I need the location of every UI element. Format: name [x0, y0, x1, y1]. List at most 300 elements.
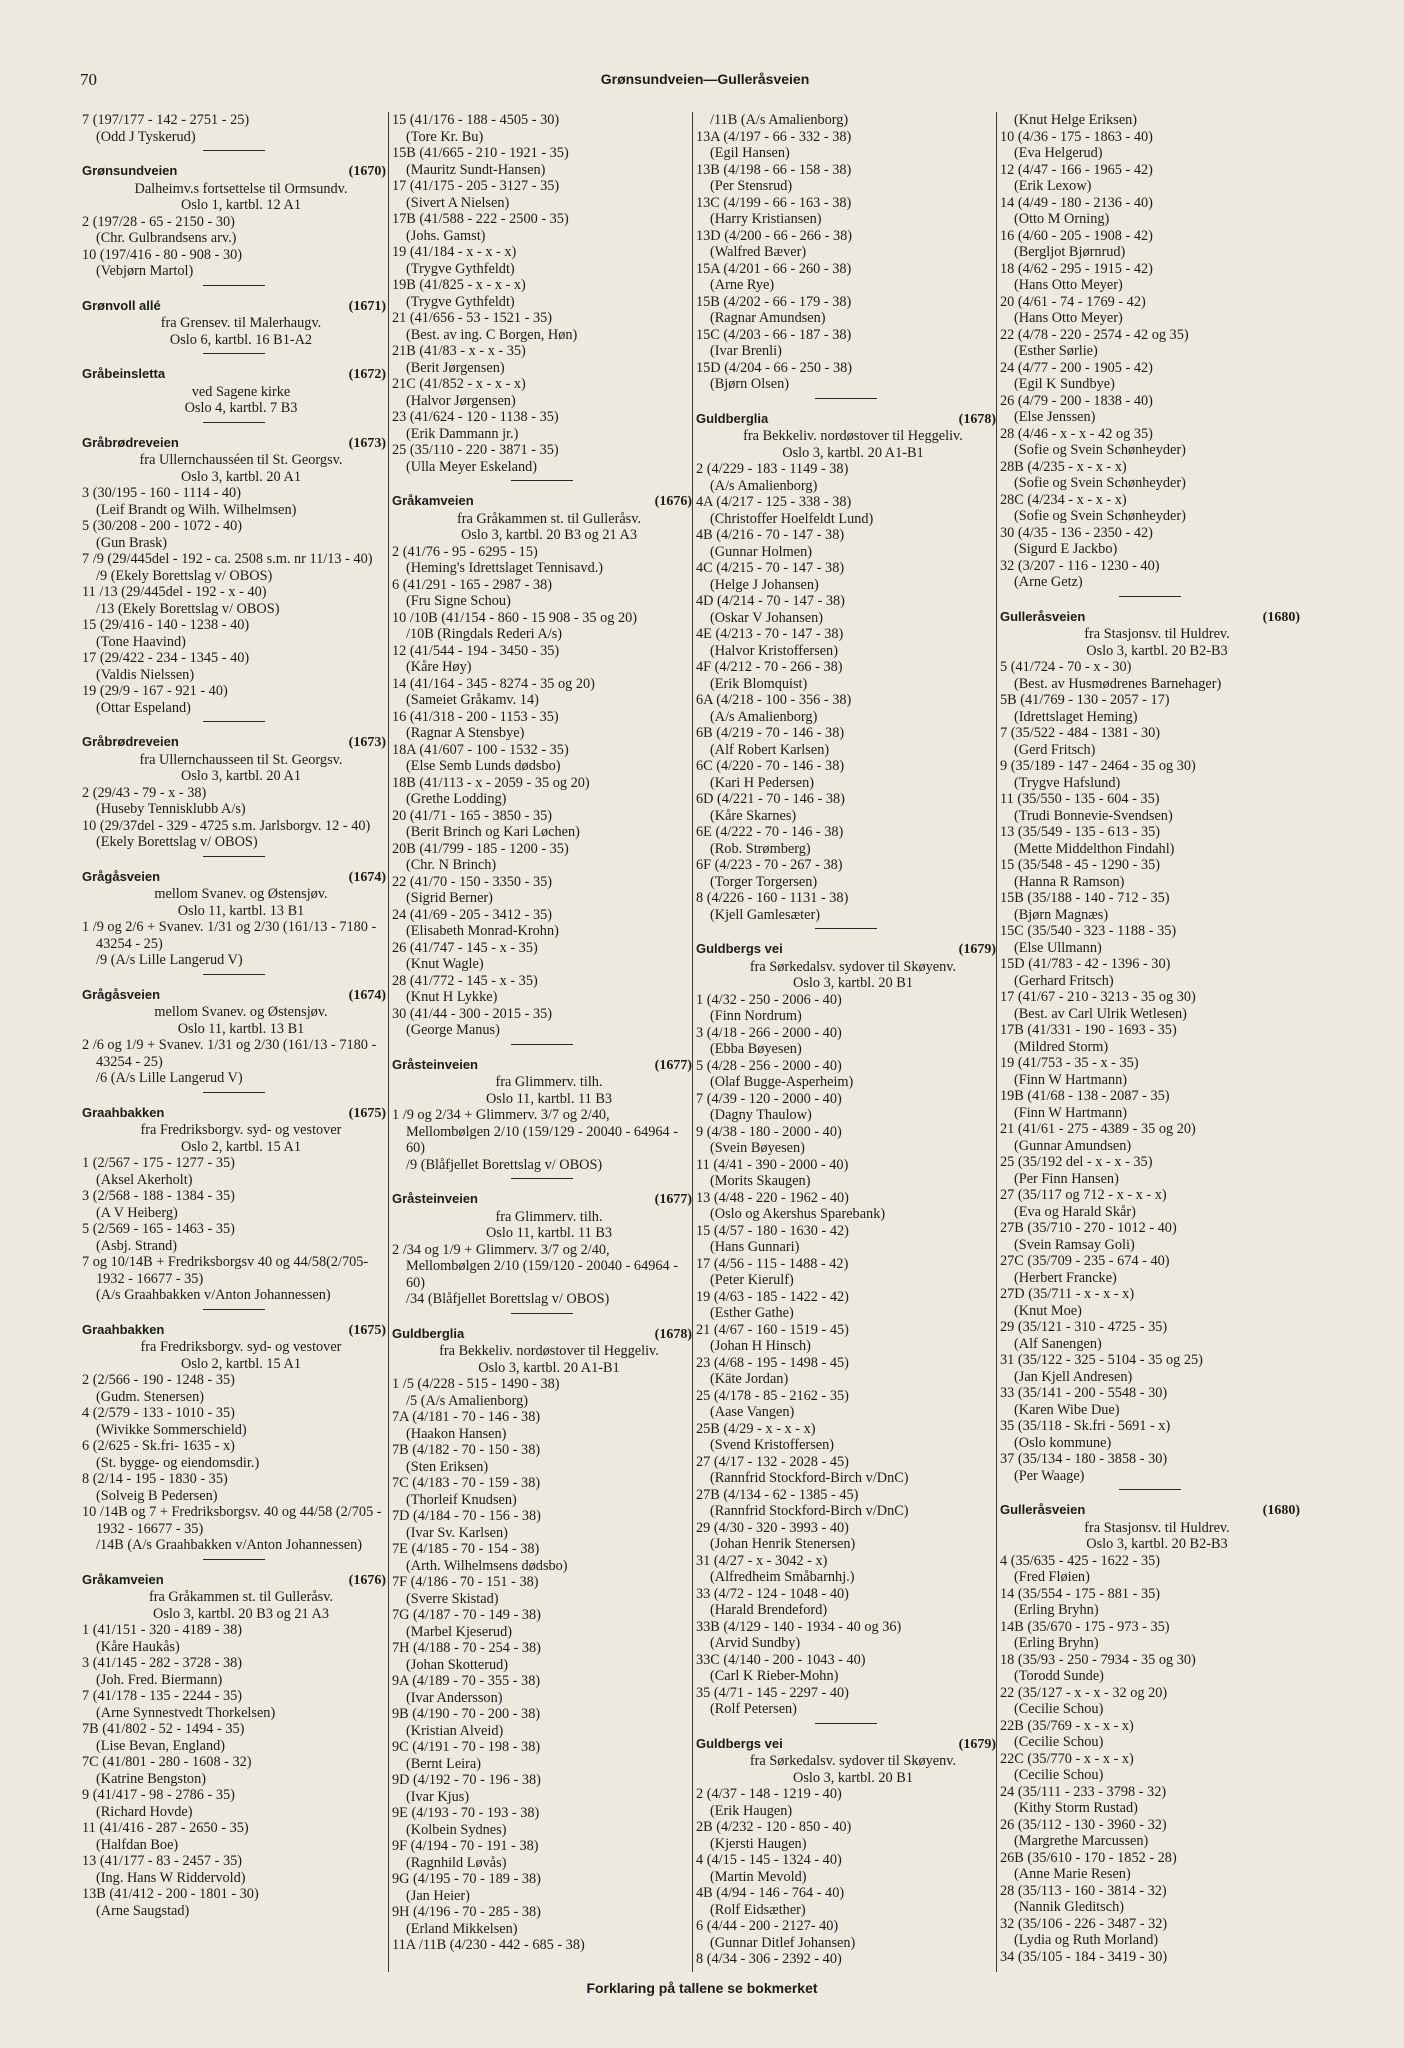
property-record: 13 (4/48 - 220 - 1962 - 40) [696, 1189, 849, 1206]
property-owner: (Gudm. Stenersen) [96, 1388, 204, 1405]
property-owner: (Oslo kommune) [1014, 1434, 1112, 1451]
property-owner: (Heming's Idrettslaget Tennisavd.) [406, 560, 604, 576]
street-location: Oslo 2, kartbl. 15 A1 [181, 1138, 301, 1155]
property-record: 27C (35/709 - 235 - 674 - 40) [1000, 1253, 1170, 1269]
street-location: Oslo 11, kartbl. 13 B1 [177, 902, 305, 919]
property-record: 17B (41/331 - 190 - 1693 - 35) [1000, 1022, 1177, 1038]
property-record: 14 (4/49 - 180 - 2136 - 40) [1000, 194, 1153, 211]
street-location: Oslo 6, kartbl. 16 B1-A2 [169, 331, 313, 348]
property-record: 17 (29/422 - 234 - 1345 - 40) [82, 650, 250, 666]
street-name: Gulleråsveien [1000, 608, 1086, 624]
street-name: Grønvoll allé [82, 297, 161, 313]
property-owner: (Sverre Skistad) [406, 1590, 499, 1607]
street-entry [82, 366, 386, 417]
property-record: 6D (4/221 - 70 - 146 - 38) [696, 791, 845, 807]
property-owner: /5 (A/s Amalienborg) [406, 1392, 529, 1409]
property-owner: /11B (A/s Amalienborg) [710, 112, 849, 128]
property-record: 6C (4/220 - 70 - 146 - 38) [696, 758, 845, 774]
property-record: 21 (4/67 - 160 - 1519 - 45) [696, 1321, 849, 1338]
property-record: 1 /9 og 2/34 + Glimmerv. 3/7 og 2/40, Mellombølgen 2/10 (159/129 - 20040 - 64964 - 60) [392, 1107, 679, 1156]
property-owner: (Rannfrid Stockford-Birch v/DnC) [710, 1503, 909, 1519]
property-record: 13B (4/198 - 66 - 158 - 38) [696, 161, 852, 178]
property-record: 22B (35/769 - x - x - x) [1000, 1717, 1134, 1734]
street-number: (1680) [1262, 609, 1300, 625]
property-record: 9B (4/190 - 70 - 200 - 38) [392, 1706, 541, 1722]
street-heading [82, 987, 386, 1005]
property-record: 15 (35/548 - 45 - 1290 - 35) [1000, 857, 1161, 873]
property-owner: (Sameiet Gråkamv. 14) [406, 692, 539, 708]
street-entry [1000, 609, 1300, 1485]
property-owner: (Cecilie Schou) [1014, 1767, 1104, 1783]
property-owner: (Haakon Hansen) [406, 1425, 507, 1442]
entry-separator [511, 1313, 573, 1314]
property-record: 10 (197/416 - 80 - 908 - 30) [82, 246, 243, 263]
street-number: (1675) [348, 1322, 386, 1338]
property-owner: (Rolf Petersen) [710, 1701, 797, 1717]
property-owner: (Alf Sanengen) [1014, 1335, 1102, 1352]
property-record: 25 (35/110 - 220 - 3871 - 35) [392, 442, 559, 458]
street-entry [696, 1736, 996, 1968]
property-owner: (Kjersti Haugen) [710, 1835, 807, 1852]
street-location: Oslo 11, kartbl. 11 B3 [485, 1225, 613, 1241]
property-record: 20 (4/61 - 74 - 1769 - 42) [1000, 293, 1146, 310]
street-entry [392, 1057, 692, 1174]
property-record: 15A (4/201 - 66 - 260 - 38) [696, 260, 852, 277]
property-owner: /9 (Blåfjellet Borettslag v/ OBOS) [406, 1156, 603, 1173]
property-record: 2 (29/43 - 79 - x - 38) [82, 784, 207, 801]
street-heading [82, 366, 386, 384]
property-owner: (Helge J Johansen) [710, 576, 819, 593]
property-owner: (Solveig B Pedersen) [96, 1487, 218, 1504]
property-owner: (Hans Otto Meyer) [1014, 310, 1123, 326]
street-entry-continued [82, 112, 386, 145]
property-record: 29 (4/30 - 320 - 3993 - 40) [696, 1519, 849, 1536]
property-owner: (Ivar Brenli) [710, 343, 782, 359]
entry-separator [203, 353, 265, 354]
property-owner: /9 (A/s Lille Langerud V) [96, 952, 243, 968]
property-record: 7B (4/182 - 70 - 150 - 38) [392, 1442, 541, 1458]
property-owner: (Trygve Gythfeldt) [406, 260, 515, 277]
property-record: 7 (35/522 - 484 - 1381 - 30) [1000, 725, 1161, 741]
property-owner: (Martin Mevold) [710, 1868, 807, 1885]
property-record: 7B (41/802 - 52 - 1494 - 35) [82, 1721, 245, 1737]
property-owner: (Per Waage) [1014, 1467, 1085, 1484]
property-record: 9E (4/193 - 70 - 193 - 38) [392, 1805, 540, 1821]
property-record: 2 /34 og 1/9 + Glimmerv. 3/7 og 2/40, Mellombølgen 2/10 (159/120 - 20040 - 64964 - 60) [392, 1241, 679, 1291]
street-number: (1674) [348, 869, 386, 885]
street-number: (1679) [958, 942, 996, 957]
street-name: Graahbakken [82, 1321, 165, 1337]
property-owner: (Harry Kristiansen) [710, 211, 822, 227]
entry-separator [203, 856, 265, 857]
property-owner: (Jan Heier) [406, 1887, 470, 1904]
property-record: 32 (3/207 - 116 - 1230 - 40) [1000, 557, 1160, 574]
property-record: 10 (4/36 - 175 - 1863 - 40) [1000, 128, 1153, 145]
property-owner: (Gunnar Holmen) [710, 543, 813, 560]
street-name: Guldberglia [696, 410, 769, 426]
property-owner: (Eva og Harald Skår) [1014, 1203, 1136, 1220]
street-entry [696, 941, 996, 1718]
street-heading [82, 435, 386, 453]
property-owner: (Anne Marie Resen) [1014, 1866, 1131, 1882]
property-owner: (Arne Rye) [710, 277, 775, 293]
property-record: 6 (2/625 - Sk.fri- 1635 - x) [82, 1438, 235, 1454]
street-number: (1679) [958, 1736, 996, 1752]
property-owner: (Knut Wagle) [406, 956, 484, 972]
street-location: Oslo 3, kartbl. 20 A1-B1 [478, 1359, 620, 1376]
property-owner: (Asbj. Strand) [96, 1237, 178, 1254]
property-record: 20B (41/799 - 185 - 1200 - 35) [392, 840, 569, 857]
property-owner: (A/s Amalienborg) [710, 477, 818, 494]
property-owner: (Kjell Gamlesæter) [710, 906, 820, 923]
property-owner: (Finn Nordrum) [710, 1008, 802, 1024]
property-owner: (Marbel Kjeserud) [406, 1623, 512, 1640]
property-owner: (Else Ullmann) [1014, 939, 1102, 956]
property-record: 29 (35/121 - 310 - 4725 - 35) [1000, 1319, 1168, 1335]
property-record: 10 /10B (41/154 - 860 - 15 908 - 35 og 20) [392, 609, 638, 626]
property-record: 21B (41/83 - x - x - 35) [392, 343, 526, 359]
street-heading [82, 1322, 386, 1340]
property-record: 31 (35/122 - 325 - 5104 - 35 og 25) [1000, 1352, 1203, 1368]
street-name: Guldbergs vei [696, 941, 783, 956]
property-record: 7 /9 (29/445del - 192 - ca. 2508 s.m. nr 11/13 - 40) [82, 551, 373, 567]
property-owner: (Mauritz Sundt-Hansen) [406, 161, 546, 178]
property-owner: (Sigurd E Jackbo) [1014, 541, 1118, 557]
property-record: 17 (4/56 - 115 - 1488 - 42) [696, 1255, 849, 1272]
property-record: 6 (41/291 - 165 - 2987 - 38) [392, 576, 553, 593]
property-record: 11 (4/41 - 390 - 2000 - 40) [696, 1156, 849, 1173]
entry-separator [203, 1092, 265, 1093]
property-owner: (Tore Kr. Bu) [406, 128, 484, 145]
entry-separator [1119, 1489, 1181, 1490]
property-owner: (Ivar Kjus) [406, 1788, 470, 1805]
property-owner: (Ivar Sv. Karlsen) [406, 1524, 508, 1541]
property-record: 6B (4/219 - 70 - 146 - 38) [696, 725, 845, 741]
property-owner: (Alf Robert Karlsen) [710, 741, 830, 758]
property-owner: (Trygve Hafslund) [1014, 774, 1121, 791]
property-owner: (Lydia og Ruth Morland) [1014, 1932, 1159, 1948]
street-number: (1677) [654, 1057, 692, 1073]
property-record: 21 (41/656 - 53 - 1521 - 35) [392, 310, 553, 326]
property-record: 4A (4/217 - 125 - 338 - 38) [696, 494, 852, 510]
property-owner: (Ing. Hans W Riddervold) [96, 1869, 246, 1886]
property-record: 18A (41/607 - 100 - 1532 - 35) [392, 741, 569, 758]
property-record: 15 (29/416 - 140 - 1238 - 40) [82, 617, 250, 633]
property-owner: (Knut Moe) [1014, 1302, 1082, 1319]
property-owner: (Else Semb Lunds dødsbo) [406, 758, 561, 774]
street-entry [82, 163, 386, 280]
entry-separator [815, 1723, 877, 1724]
property-record: 5 (2/569 - 165 - 1463 - 35) [82, 1221, 235, 1237]
street-name: Gråsteinveien [392, 1056, 478, 1072]
property-record: 15 (4/57 - 180 - 1630 - 42) [696, 1222, 849, 1239]
property-owner: (Odd J Tyskerud) [96, 128, 196, 145]
property-owner: (Christoffer Hoelfeldt Lund) [710, 510, 874, 527]
property-owner: (Alfredheim Småbarnhj.) [710, 1569, 855, 1585]
property-record: 15B (4/202 - 66 - 179 - 38) [696, 293, 852, 310]
street-location: fra Glimmerv. tilh. [495, 1208, 603, 1225]
property-record: 7C (41/801 - 280 - 1608 - 32) [82, 1754, 252, 1770]
property-record: 26 (41/747 - 145 - x - 35) [392, 939, 538, 956]
property-record: 31 (4/27 - x - 3042 - x) [696, 1552, 828, 1569]
property-record: 11A /11B (4/230 - 442 - 685 - 38) [392, 1937, 585, 1953]
property-record: 6A (4/218 - 100 - 356 - 38) [696, 692, 852, 708]
street-location: Oslo 3, kartbl. 20 B2-B3 [1086, 1536, 1228, 1552]
street-name: Gråsteinveien [392, 1191, 478, 1206]
property-owner: (Egil Hansen) [710, 145, 790, 161]
property-record: 13B (41/412 - 200 - 1801 - 30) [82, 1886, 259, 1902]
property-owner: (Mildred Storm) [1014, 1038, 1109, 1055]
property-owner: (Best. av Carl Ulrik Wetlesen) [1014, 1005, 1187, 1022]
property-record: 28C (4/234 - x - x - x) [1000, 491, 1127, 508]
property-owner: (Chr. Gulbrandsens arv.) [96, 230, 237, 246]
property-record: 35 (4/71 - 145 - 2297 - 40) [696, 1684, 849, 1701]
street-location: fra Gråkammen st. til Gulleråsv. [148, 1589, 334, 1605]
property-record: 1 (2/567 - 175 - 1277 - 35) [82, 1155, 235, 1171]
street-location: fra Sørkedalsv. sydover til Skøyenv. [749, 1753, 957, 1769]
property-owner: (Erik Dammann jr.) [406, 425, 519, 442]
property-owner: /10B (Ringdals Rederi A/s) [406, 626, 563, 642]
property-record: 27D (35/711 - x - x - x) [1000, 1286, 1135, 1302]
property-owner: (Idrettslaget Heming) [1014, 708, 1138, 725]
property-record: 9H (4/196 - 70 - 285 - 38) [392, 1904, 541, 1920]
property-record: 26 (4/79 - 200 - 1838 - 40) [1000, 392, 1153, 409]
street-heading [1000, 1502, 1300, 1520]
property-record: 18 (4/62 - 295 - 1915 - 42) [1000, 260, 1153, 277]
property-record: 16 (4/60 - 205 - 1908 - 42) [1000, 227, 1153, 244]
property-record: 23 (4/68 - 195 - 1498 - 45) [696, 1354, 849, 1371]
property-owner: (Karen Wibe Due) [1014, 1401, 1120, 1418]
property-owner: (Johan H Hinsch) [710, 1338, 811, 1354]
street-entry [82, 1572, 386, 1920]
column-1 [82, 112, 386, 1972]
street-entry [1000, 1502, 1300, 1965]
street-location: Oslo 3, kartbl. 20 B1 [793, 975, 913, 991]
property-owner: (Mette Middelthon Findahl) [1014, 840, 1175, 857]
street-entry-continued [1000, 112, 1300, 591]
property-owner: (Aksel Akerholt) [96, 1171, 193, 1188]
property-record: 4B (4/216 - 70 - 147 - 38) [696, 527, 845, 543]
property-owner: (Ivar Andersson) [406, 1689, 503, 1706]
property-record: 7E (4/185 - 70 - 154 - 38) [392, 1541, 540, 1557]
property-owner: (Per Finn Hansen) [1014, 1170, 1119, 1187]
property-owner: /34 (Blåfjellet Borettslag v/ OBOS) [406, 1291, 610, 1307]
street-heading [392, 1057, 692, 1075]
property-record: 33B (4/129 - 140 - 1934 - 40 og 36) [696, 1618, 902, 1635]
property-owner: (Katrine Bengston) [96, 1770, 206, 1787]
property-record: 9A (4/189 - 70 - 355 - 38) [392, 1673, 541, 1689]
property-owner: (Berit Brinch og Kari Løchen) [406, 824, 580, 840]
property-record: 2 /6 og 1/9 + Svanev. 1/31 og 2/30 (161/13 - 7180 - 43254 - 25) [82, 1037, 377, 1070]
entry-separator [203, 150, 265, 151]
property-record: 1 (41/151 - 320 - 4189 - 38) [82, 1622, 243, 1638]
street-name: Gulleråsveien [1000, 1502, 1086, 1517]
street-location: ved Sagene kirke [191, 383, 291, 400]
street-heading [392, 1191, 692, 1209]
property-owner: (A/s Amalienborg) [710, 708, 818, 725]
property-record: 22 (41/70 - 150 - 3350 - 35) [392, 873, 553, 890]
street-entry [392, 1191, 692, 1308]
street-entry [696, 411, 996, 924]
property-record: 27B (4/134 - 62 - 1385 - 45) [696, 1486, 859, 1503]
property-record: 2 (4/37 - 148 - 1219 - 40) [696, 1786, 842, 1802]
street-entry-continued [696, 112, 996, 393]
property-record: 13 (35/549 - 135 - 613 - 35) [1000, 824, 1161, 840]
property-record: 15B (41/665 - 210 - 1921 - 35) [392, 145, 569, 161]
street-entry [82, 869, 386, 969]
property-owner: (Gun Brask) [96, 534, 168, 551]
property-record: 19 (4/63 - 185 - 1422 - 42) [696, 1288, 849, 1305]
property-owner: (Oslo og Akershus Sparebank) [710, 1206, 886, 1222]
property-owner: (Elisabeth Monrad-Krohn) [406, 923, 559, 939]
property-record: 1 /9 og 2/6 + Svanev. 1/31 og 2/30 (161/13 - 7180 - 43254 - 25) [82, 919, 377, 952]
property-owner: (Chr. N Brinch) [406, 857, 497, 873]
property-owner: (Arvid Sundby) [710, 1635, 801, 1651]
street-name: Grågåsveien [82, 868, 161, 884]
street-number: (1676) [654, 494, 692, 509]
entry-separator [511, 480, 573, 481]
property-owner: (Ulla Meyer Eskeland) [406, 458, 538, 475]
property-record: 5 (30/208 - 200 - 1072 - 40) [82, 518, 243, 534]
property-record: 7D (4/184 - 70 - 156 - 38) [392, 1508, 541, 1524]
street-heading [1000, 609, 1300, 627]
property-record: 17 (41/175 - 205 - 3127 - 35) [392, 178, 560, 194]
property-record: 21 (41/61 - 275 - 4389 - 35 og 20) [1000, 1121, 1196, 1137]
column-2 [388, 112, 692, 1972]
property-record: 2 (41/76 - 95 - 6295 - 15) [392, 543, 538, 560]
entry-separator [815, 398, 877, 399]
street-location: Oslo 3, kartbl. 20 B2-B3 [1086, 642, 1228, 659]
property-owner: (Dagny Thaulow) [710, 1107, 812, 1123]
property-record: 8 (2/14 - 195 - 1830 - 35) [82, 1471, 228, 1487]
property-record: 12 (4/47 - 166 - 1965 - 42) [1000, 161, 1153, 178]
property-record: 13D (4/200 - 66 - 266 - 38) [696, 227, 853, 244]
street-location: mellom Svanev. og Østensjøv. [154, 1004, 328, 1020]
entry-separator [203, 721, 265, 722]
property-record: 27 (35/117 og 712 - x - x - x) [1000, 1187, 1167, 1203]
entry-separator [815, 928, 877, 929]
property-record: 27B (35/710 - 270 - 1012 - 40) [1000, 1220, 1177, 1236]
property-owner: (Kolbein Sydnes) [406, 1821, 507, 1838]
street-name: Guldberglia [392, 1325, 465, 1341]
entry-separator [511, 1178, 573, 1179]
street-location: fra Bekkeliv. nordøstover til Heggeliv. [743, 428, 963, 444]
street-heading [82, 163, 386, 181]
street-name: Gråkamveien [392, 493, 474, 508]
street-location: fra Grensev. til Malerhaugv. [160, 315, 322, 331]
page-header [80, 70, 1330, 92]
street-name: Gråbrødreveien [82, 434, 179, 450]
property-owner: (Nannik Gleditsch) [1014, 1899, 1124, 1915]
property-owner: (Gerd Fritsch) [1014, 741, 1096, 758]
property-record: 30 (4/35 - 136 - 2350 - 42) [1000, 524, 1153, 541]
property-record: 13A (4/197 - 66 - 332 - 38) [696, 128, 852, 145]
street-location: Oslo 2, kartbl. 15 A1 [181, 1355, 301, 1372]
property-record: 17 (41/67 - 210 - 3213 - 35 og 30) [1000, 989, 1196, 1005]
street-location: Oslo 11, kartbl. 11 B3 [485, 1090, 613, 1107]
property-record: 15 (41/176 - 188 - 4505 - 30) [392, 112, 560, 128]
street-name: Gråbeinsletta [82, 366, 166, 381]
property-record: 37 (35/134 - 180 - 3858 - 30) [1000, 1451, 1168, 1467]
property-record: 26B (35/610 - 170 - 1852 - 28) [1000, 1849, 1177, 1866]
property-record: 24 (35/111 - 233 - 3798 - 32) [1000, 1783, 1167, 1800]
property-record: 9 (35/189 - 147 - 2464 - 35 og 30) [1000, 758, 1196, 774]
property-record: 26 (35/112 - 130 - 3960 - 32) [1000, 1816, 1167, 1833]
footer-note: Forklaring på tallene se bokmerket [586, 1980, 818, 1996]
street-entry [82, 1105, 386, 1304]
street-name: Guldbergs vei [696, 1735, 783, 1751]
property-record: 19 (41/184 - x - x - x) [392, 244, 517, 260]
property-record: 5 (41/724 - 70 - x - 30) [1000, 659, 1132, 675]
property-owner: (Knut H Lykke) [406, 989, 498, 1005]
property-owner: (Käte Jordan) [710, 1371, 789, 1387]
property-owner: (Cecilie Schou) [1014, 1734, 1104, 1750]
entry-separator [203, 974, 265, 975]
street-heading [696, 941, 996, 959]
street-number: (1673) [348, 435, 386, 451]
property-record: 10 (29/37del - 329 - 4725 s.m. Jarlsborgv. 12 - 40) [82, 817, 371, 834]
property-owner: (Carl K Rieber-Mohn) [710, 1668, 839, 1684]
property-owner: (Svein Bøyesen) [710, 1140, 805, 1156]
property-record: 3 (41/145 - 282 - 3728 - 38) [82, 1655, 243, 1671]
property-record: 28B (4/235 - x - x - x) [1000, 458, 1127, 475]
property-owner: (Kåre Høy) [406, 659, 472, 675]
property-owner: (Torger Torgersen) [710, 873, 818, 890]
property-owner: (Thorleif Knudsen) [406, 1491, 517, 1508]
street-entry [82, 298, 386, 349]
property-record: 28 (41/772 - 145 - x - 35) [392, 972, 538, 989]
property-record: 20 (41/71 - 165 - 3850 - 35) [392, 807, 553, 824]
property-owner: (St. bygge- og eiendomsdir.) [96, 1454, 260, 1471]
property-owner: (Esther Sørlie) [1014, 343, 1098, 359]
property-owner: (Bjørn Olsen) [710, 376, 790, 392]
property-owner: (Svend Kristoffersen) [710, 1437, 835, 1453]
street-location: Dalheimv.s fortsettelse til Ormsundv. [134, 180, 348, 197]
property-record: 6 (4/44 - 200 - 2127- 40) [696, 1918, 839, 1934]
property-owner: (Arne Saugstad) [96, 1902, 190, 1919]
property-owner: (Harald Brendeford) [710, 1602, 828, 1618]
street-location: fra Ullernchausséen til St. Georgsv. [139, 452, 343, 468]
property-record: 17B (41/588 - 222 - 2500 - 35) [392, 211, 569, 227]
property-owner: (Gunnar Amundsen) [1014, 1137, 1132, 1154]
street-number: (1671) [348, 298, 386, 314]
street-heading [82, 1105, 386, 1123]
property-owner: (Arth. Wilhelmsens dødsbo) [406, 1557, 568, 1574]
property-owner: (Erland Mikkelsen) [406, 1920, 518, 1937]
property-owner: (Margrethe Marcussen) [1014, 1833, 1149, 1849]
property-record: 14 (41/164 - 345 - 8274 - 35 og 20) [392, 675, 595, 692]
property-owner: (Torodd Sunde) [1014, 1668, 1104, 1684]
property-record: 7 (197/177 - 142 - 2751 - 25) [82, 112, 250, 128]
property-record: 19B (41/68 - 138 - 2087 - 35) [1000, 1088, 1170, 1104]
street-location: Oslo 3, kartbl. 20 A1 [181, 468, 301, 485]
property-owner: (Morits Skaugen) [710, 1173, 811, 1189]
street-number: (1673) [348, 735, 386, 750]
property-owner: (Halvor Kristoffersen) [710, 642, 838, 659]
property-owner: (Vebjørn Martol) [96, 263, 194, 279]
property-record: 7H (4/188 - 70 - 254 - 38) [392, 1640, 541, 1656]
property-owner: (Olaf Bugge-Asperheim) [710, 1074, 854, 1090]
street-location: fra Glimmerv. tilh. [495, 1074, 603, 1090]
property-owner: (Esther Gathe) [710, 1305, 794, 1321]
street-entry-continued [392, 112, 692, 475]
property-owner: (Walfred Bæver) [710, 244, 807, 260]
property-record: 21C (41/852 - x - x - x) [392, 376, 526, 392]
street-number: (1678) [654, 1326, 692, 1342]
property-record: 24 (4/77 - 200 - 1905 - 42) [1000, 359, 1153, 376]
street-number: (1672) [348, 367, 386, 382]
property-record: 18 (35/93 - 250 - 7934 - 35 og 30) [1000, 1651, 1196, 1668]
